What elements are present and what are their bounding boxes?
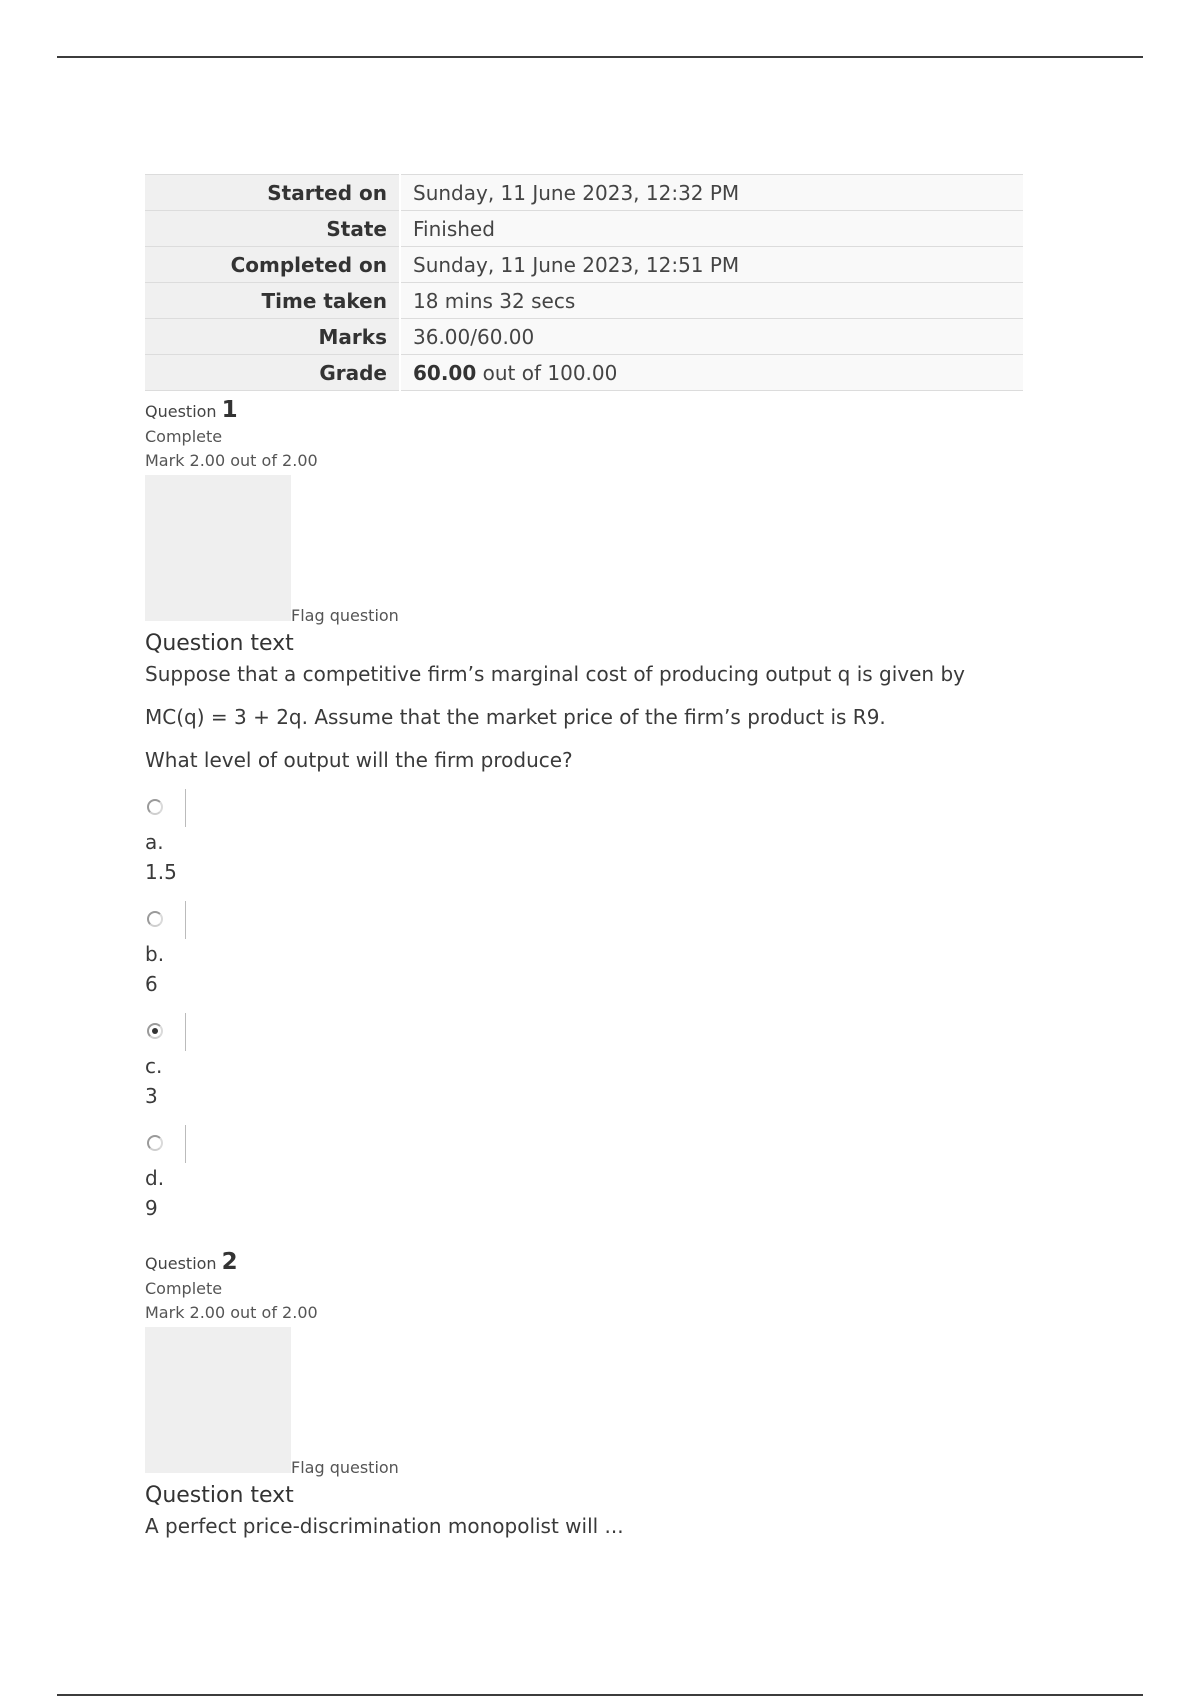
question-mark: Mark 2.00 out of 2.00	[145, 451, 318, 470]
radio-divider	[185, 789, 186, 827]
radio-button-selected[interactable]	[147, 1023, 163, 1039]
radio-divider	[185, 1125, 186, 1163]
question-prefix: Question	[145, 1254, 222, 1273]
flag-question-link[interactable]: Flag question	[291, 606, 399, 625]
question-2	[145, 1249, 1025, 1541]
summary-row-time-taken	[145, 283, 1023, 319]
question-1	[145, 397, 1025, 1223]
option-letter: b.	[145, 942, 165, 966]
top-rule	[57, 56, 1143, 58]
radio-row	[145, 901, 1025, 939]
answer-option-c	[145, 1013, 1025, 1111]
summary-row-marks	[145, 319, 1023, 355]
summary-label: Grade	[145, 355, 400, 391]
question-text-line: Suppose that a competitive firm’s marginal cost of producing output q is given by	[145, 662, 965, 686]
flag-icon[interactable]	[145, 1327, 291, 1473]
question-prefix: Question	[145, 402, 222, 421]
summary-value	[400, 355, 1023, 391]
radio-button[interactable]	[147, 799, 163, 815]
question-text-heading: Question text	[145, 1483, 294, 1508]
option-letter: c.	[145, 1054, 163, 1078]
quiz-review	[145, 174, 1025, 1554]
option-value: 1.5	[145, 860, 177, 884]
question-number	[145, 397, 1025, 425]
summary-row-grade	[145, 355, 1023, 391]
answer-option-a	[145, 789, 1025, 887]
radio-row	[145, 1013, 1025, 1051]
grade-score: 60.00	[413, 360, 477, 385]
radio-row	[145, 789, 1025, 827]
option-value: 9	[145, 1196, 158, 1220]
flag-row	[145, 1327, 1025, 1477]
flag-question-link[interactable]: Flag question	[291, 1458, 399, 1477]
summary-label: Completed on	[145, 247, 400, 283]
summary-value: Finished	[400, 211, 1023, 247]
radio-row	[145, 1125, 1025, 1163]
bottom-rule	[57, 1694, 1143, 1696]
question-text	[145, 659, 1025, 775]
answer-option-d	[145, 1125, 1025, 1223]
question-state: Complete	[145, 1279, 223, 1298]
question-number-value: 2	[221, 1249, 238, 1275]
summary-label: State	[145, 211, 400, 247]
flag-icon[interactable]	[145, 475, 291, 621]
summary-value: Sunday, 11 June 2023, 12:32 PM	[400, 175, 1023, 211]
attempt-summary-table	[145, 174, 1023, 391]
question-state: Complete	[145, 427, 223, 446]
option-letter: a.	[145, 830, 164, 854]
question-text-line: What level of output will the firm produce?	[145, 748, 573, 772]
question-text-heading: Question text	[145, 631, 294, 656]
flag-row	[145, 475, 1025, 625]
question-text-line: MC(q) = 3 + 2q. Assume that the market price of the firm’s product is R9.	[145, 705, 886, 729]
radio-divider	[185, 1013, 186, 1051]
radio-divider	[185, 901, 186, 939]
radio-button[interactable]	[147, 1135, 163, 1151]
option-value: 3	[145, 1084, 158, 1108]
summary-label: Time taken	[145, 283, 400, 319]
summary-row-state	[145, 211, 1023, 247]
grade-out-of: out of 100.00	[476, 360, 618, 385]
question-mark: Mark 2.00 out of 2.00	[145, 1303, 318, 1322]
question-text-line: A perfect price-discrimination monopolist will ...	[145, 1514, 624, 1538]
summary-value: 36.00/60.00	[400, 319, 1023, 355]
question-number	[145, 1249, 1025, 1277]
answer-option-b	[145, 901, 1025, 999]
summary-value: Sunday, 11 June 2023, 12:51 PM	[400, 247, 1023, 283]
answer-options	[145, 789, 1025, 1223]
option-letter: d.	[145, 1166, 165, 1190]
summary-row-completed-on	[145, 247, 1023, 283]
summary-value: 18 mins 32 secs	[400, 283, 1023, 319]
question-text	[145, 1511, 1025, 1541]
summary-label: Started on	[145, 175, 400, 211]
option-value: 6	[145, 972, 158, 996]
summary-label: Marks	[145, 319, 400, 355]
summary-row-started-on	[145, 175, 1023, 211]
question-number-value: 1	[221, 397, 238, 423]
radio-button[interactable]	[147, 911, 163, 927]
